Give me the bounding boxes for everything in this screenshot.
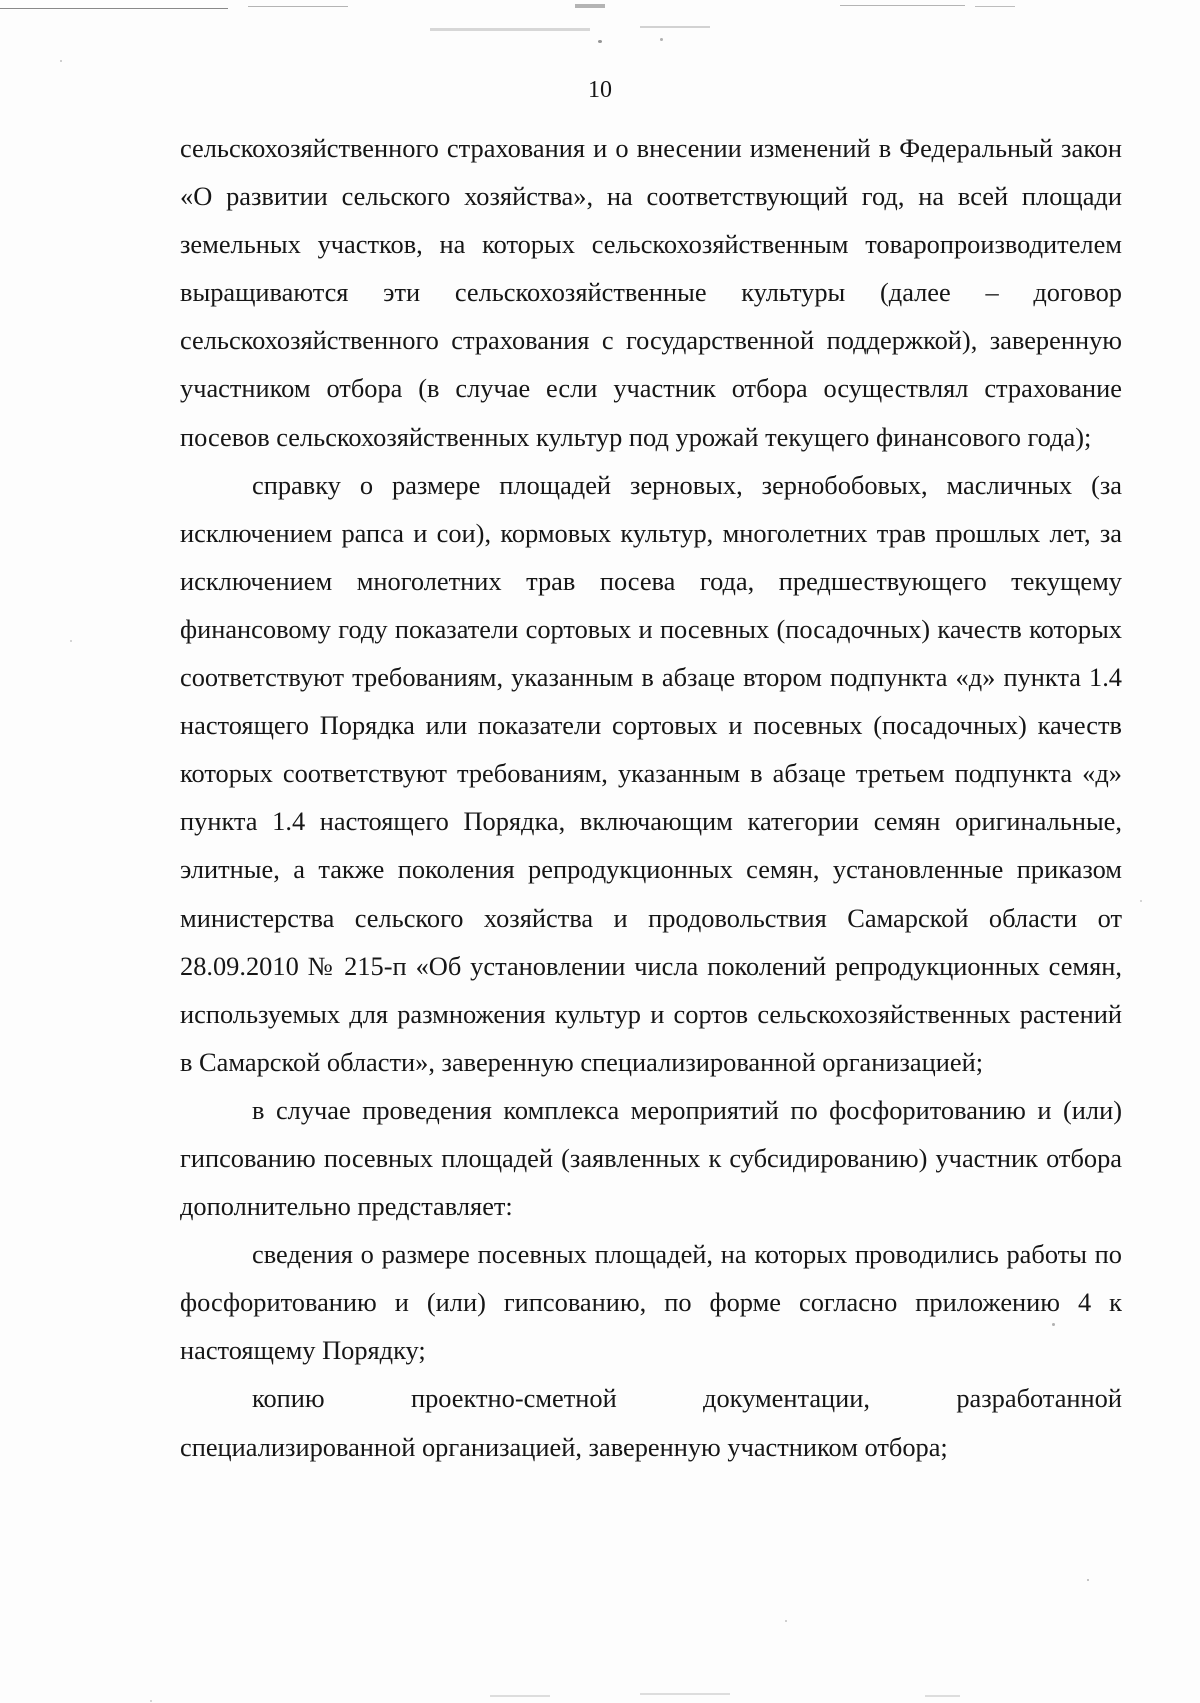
scan-smudge-top	[430, 28, 590, 31]
scan-speck	[1087, 1579, 1089, 1581]
paragraph-insurance-contract: сельскохозяйственного страхования и о внесении изменений в Федеральный закон «О развитии сельского хозяйства», на соответствующий год, на всей площади земельных участков, на которых сельскохозяйственным товаропроизводителем выращиваются эти сельскохозяйственные культуры (далее – договор сельскохозяйственного страхования с государственной поддержкой), заверенную участником отбора (в случае если участник отбора осуществлял страхование посевов сельскохозяйственных культур под урожай текущего финансового года);	[180, 133, 1122, 452]
document-body	[180, 124, 1122, 1471]
scan-smudge-top-3	[640, 26, 710, 28]
scan-smudge-bottom-2	[640, 1693, 730, 1695]
scan-speck	[70, 640, 72, 642]
scan-edge-line-mid	[248, 6, 348, 7]
scan-smudge-top-2	[575, 4, 605, 8]
scan-edge-line-left	[0, 8, 228, 9]
paragraph-phosphoritization-case: в случае проведения комплекса мероприятий по фосфоритованию и (или) гипсованию посевных площадей (заявленных к субсидированию) участник отбора дополнительно представляет:	[180, 1094, 1122, 1222]
scan-speck	[598, 40, 602, 43]
scan-speck	[785, 1620, 787, 1622]
paragraph-crop-area-certificate: справку о размере площадей зерновых, зернобобовых, масличных (за исключением рапса и сои), кормовых культур, многолетних трав прошлых лет, за исключением многолетних трав посева года, предшествующего текущему финансовому году показатели сортовых и посевных (посадочных) качеств которых соответствуют требованиям, указанным в абзаце втором подпункта «д» пункта 1.4 настоящего Порядка или показатели сортовых и посевных (посадочных) качеств которых соответствуют требованиям, указанным в абзаце третьем подпункта «д» пункта 1.4 настоящего Порядка, включающим категории семян оригинальные, элитные, а также поколения репродукционных семян, установленные приказом министерства сельского хозяйства и продовольствия Самарской области от 28.09.2010 № 215-п «Об установлении числа поколений репродукционных семян, используемых для размножения культур и сортов сельскохозяйственных растений в Самарской области», заверенную специализированной организацией;	[180, 469, 1122, 1077]
scan-speck	[1140, 900, 1142, 902]
scan-edge-line-right	[840, 5, 965, 6]
scan-speck	[660, 38, 663, 41]
scan-speck	[150, 1700, 152, 1702]
paragraph-design-documentation: копию проектно-сметной документации, разработанной специализированной организацией, заверенную участником отбора;	[180, 1383, 1122, 1462]
scan-smudge-bottom	[490, 1695, 550, 1697]
scan-smudge-bottom-3	[925, 1695, 960, 1697]
page-number: 10	[588, 77, 612, 103]
paragraph-sown-area-info: сведения о размере посевных площадей, на которых проводились работы по фосфоритованию и (или) гипсованию, по форме согласно приложению 4 к настоящему Порядку;	[180, 1239, 1122, 1366]
scan-speck	[60, 60, 62, 62]
scan-edge-line-far-right	[975, 6, 1015, 7]
